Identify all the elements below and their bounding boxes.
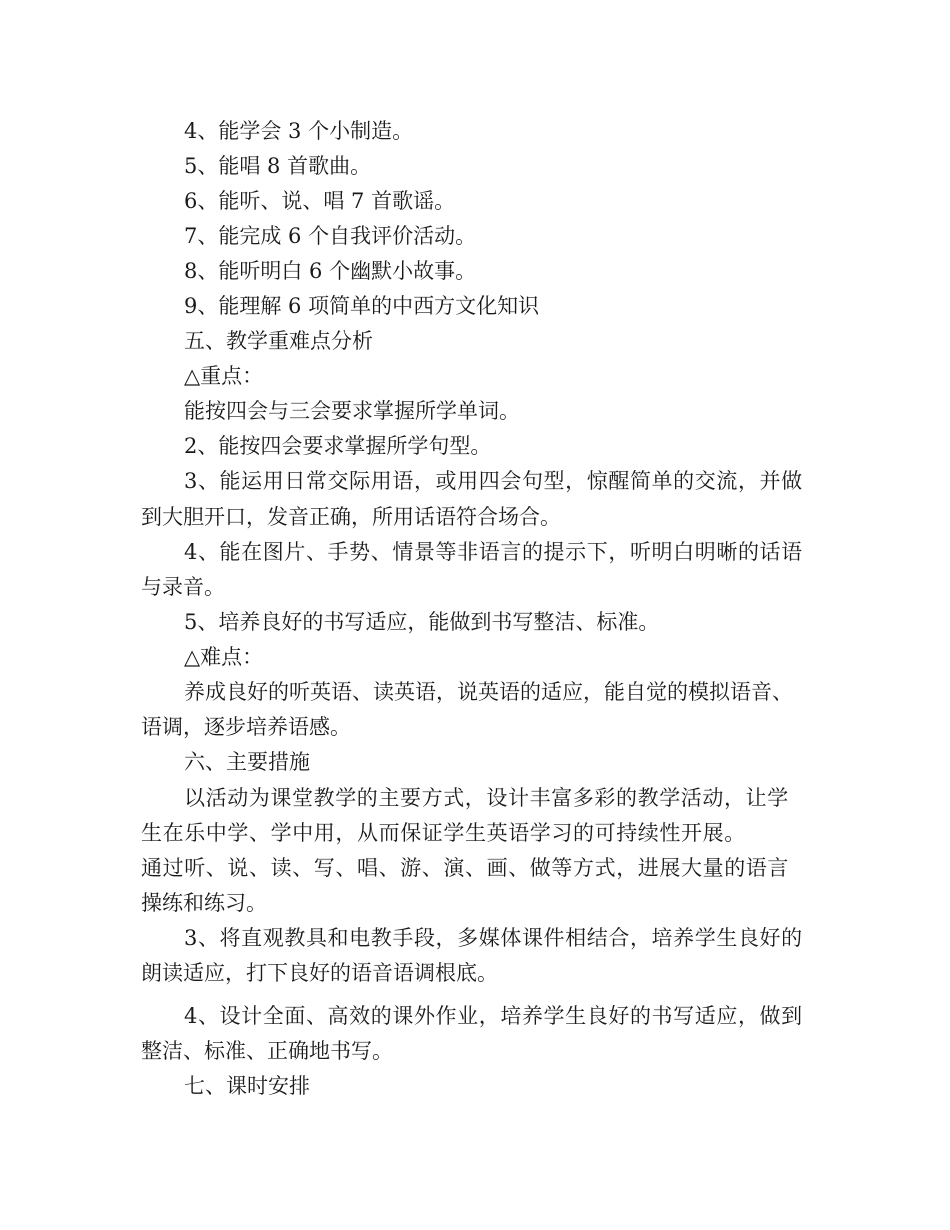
section-heading: 七、课时安排 — [184, 1074, 310, 1098]
text-line: 5、培养良好的书写适应，能做到书写整洁、标准。 — [184, 610, 660, 634]
text-line: 操练和练习。 — [141, 891, 267, 915]
text-line: 7、能完成 6 个自我评价活动。 — [184, 224, 477, 248]
text-line: 4、能学会 3 个小制造。 — [184, 119, 414, 143]
text-line: 9、能理解 6 项简单的中西方文化知识 — [184, 294, 540, 318]
text-line: 2、能按四会要求掌握所学句型。 — [184, 434, 492, 458]
section-heading: 五、教学重难点分析 — [184, 329, 373, 353]
text-line: 6、能听、说、唱 7 首歌谣。 — [184, 189, 456, 213]
text-line: 5、能唱 8 首歌曲。 — [184, 154, 372, 178]
text-line: 生在乐中学、学中用，从而保证学生英语学习的可持续性开展。 — [141, 821, 746, 845]
section-heading: 六、主要措施 — [184, 750, 310, 774]
text-line: 8、能听明白 6 个幽默小故事。 — [184, 259, 477, 283]
subheading: △难点： — [184, 645, 264, 669]
text-line: 语调，逐步培养语感。 — [141, 715, 351, 739]
text-line: 朗读适应，打下良好的语音语调根底。 — [141, 961, 498, 985]
text-line: 3、将直观教具和电教手段，多媒体课件相结合，培养学生良好的 — [184, 926, 803, 950]
text-line: 4、能在图片、手势、情景等非语言的提示下，听明白明晰的话语 — [184, 540, 803, 564]
text-line: 整洁、标准、正确地书写。 — [141, 1039, 393, 1063]
text-line: 与录音。 — [141, 575, 225, 599]
subheading: △重点： — [184, 364, 264, 388]
text-line: 3、能运用日常交际用语，或用四会句型，惊醒简单的交流，并做 — [184, 469, 803, 493]
text-line: 4、设计全面、高效的课外作业，培养学生良好的书写适应，做到 — [184, 1004, 803, 1028]
text-line: 通过听、说、读、写、唱、游、演、画、做等方式，进展大量的语言 — [141, 856, 789, 880]
text-line: 到大胆开口，发音正确，所用话语符合场合。 — [141, 505, 561, 529]
text-line: 能按四会与三会要求掌握所学单词。 — [184, 399, 520, 423]
text-line: 养成良好的听英语、读英语，说英语的适应，能自觉的模拟语音、 — [184, 680, 793, 704]
text-line: 以活动为课堂教学的主要方式，设计丰富多彩的教学活动，让学 — [184, 786, 789, 810]
